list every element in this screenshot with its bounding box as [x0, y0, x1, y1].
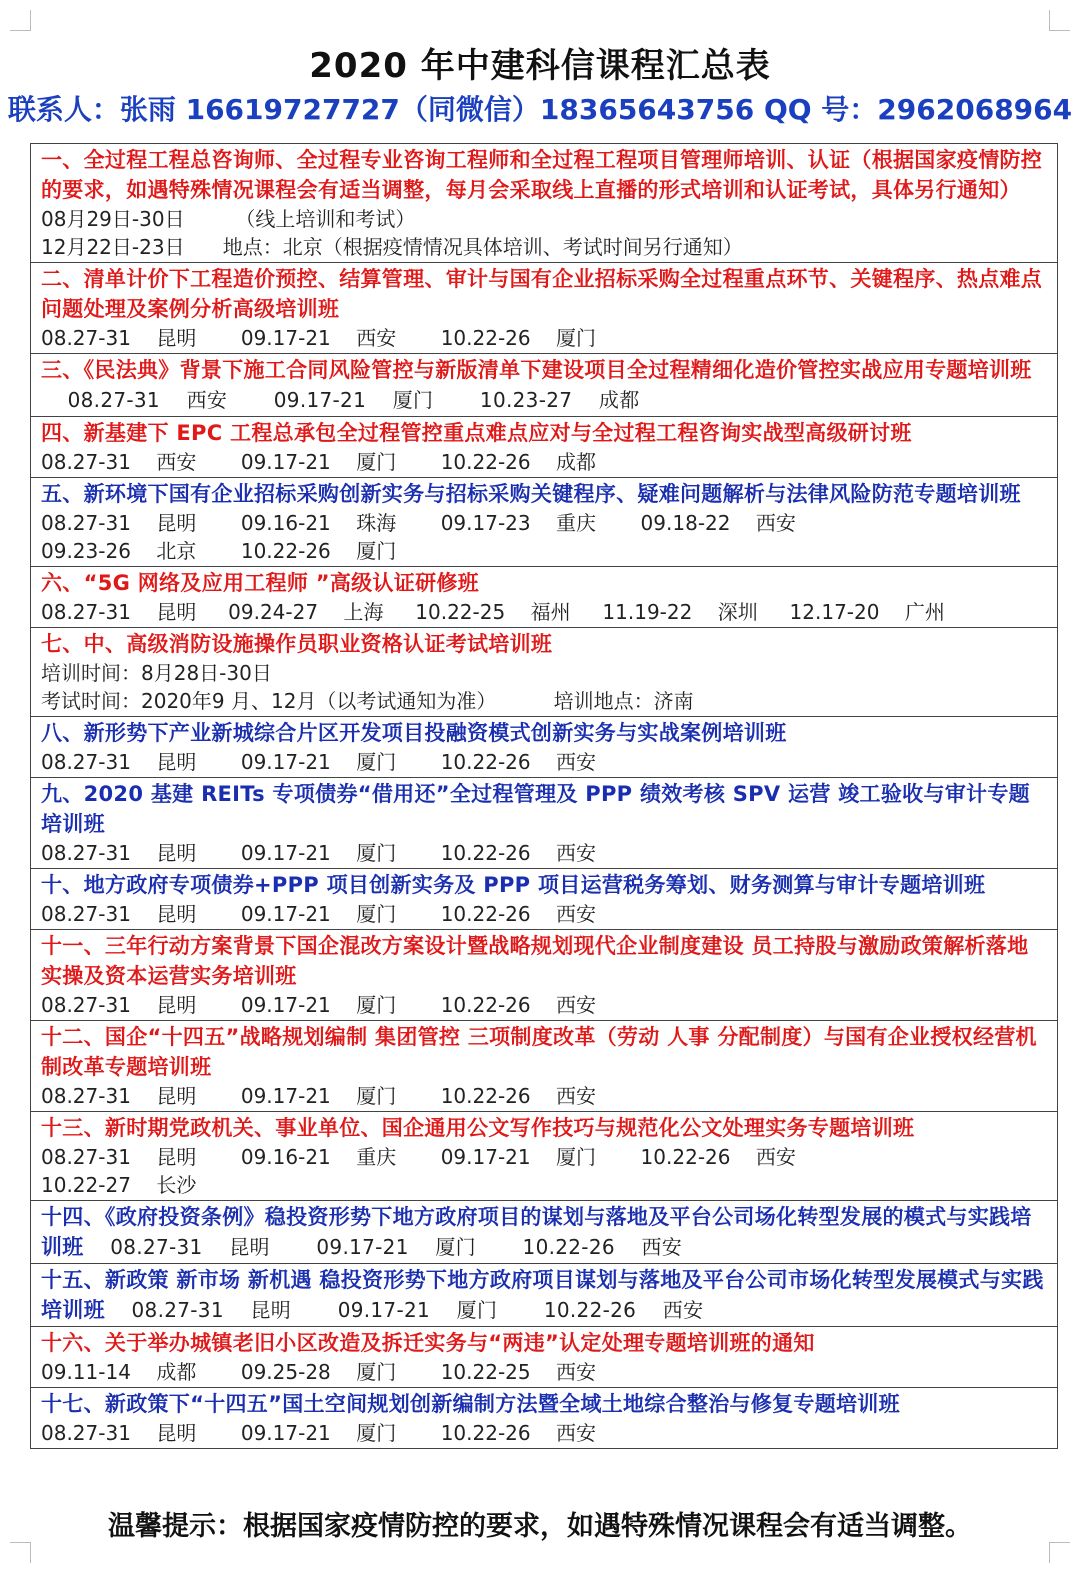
course-schedule-line: 08.27-31 昆明 09.24-27 上海 10.22-25 福州 11.19-22 深圳 12.17-20 广州: [41, 600, 945, 624]
course-section: [31, 778, 1057, 869]
course-section: [31, 478, 1057, 567]
course-title-text: 四、新基建下 EPC 工程总承包全过程管控重点难点应对与全过程工程咨询实战型高级研讨班: [41, 421, 912, 445]
course-title-text: 十、地方政府专项债券+PPP 项目创新实务及 PPP 项目运营税务筹划、财务测算与审计专题培训班: [41, 873, 986, 897]
course-title: [41, 870, 1047, 900]
course-schedule-line: 08.27-31 昆明 09.16-21 珠海 09.17-23 重庆 09.18-22 西安: [41, 511, 796, 535]
course-title: [41, 629, 1047, 659]
course-title: [41, 1328, 1047, 1358]
crop-mark-top-left: [10, 10, 31, 31]
course-section: [31, 1388, 1057, 1448]
course-title: [41, 1389, 1047, 1419]
course-title-text: 十三、新时期党政机关、事业单位、国企通用公文写作技巧与规范化公文处理实务专题培训班: [41, 1116, 915, 1140]
course-schedule-inline: 08.27-31 西安 09.17-21 厦门 10.23-27 成都: [41, 388, 640, 412]
course-section: [31, 1021, 1057, 1112]
course-schedule-line: 10.22-27 长沙: [41, 1173, 197, 1197]
course-schedule-line: 08.27-31 昆明 09.17-21 厦门 10.22-26 西安: [41, 750, 597, 774]
crop-mark-bottom-left: [10, 1542, 31, 1563]
page-title: 2020 年中建科信课程汇总表: [309, 46, 771, 86]
course-title: [41, 418, 1047, 448]
course-title: [41, 1113, 1047, 1143]
course-schedule-line: 08.27-31 昆明 09.17-21 厦门 10.22-26 西安: [41, 902, 597, 926]
course-title: [41, 1265, 1047, 1325]
course-section: [31, 417, 1057, 478]
course-title-text: 十五、新政策 新市场 新机遇 稳投资形势下地方政府项目谋划与落地及平台公司市场化转型发展模式与实践培训班: [41, 1268, 1044, 1322]
course-schedule-line: 08.27-31 昆明 09.17-21 厦门 10.22-26 西安: [41, 993, 597, 1017]
course-section: [31, 1327, 1057, 1388]
course-schedule-line: 08.27-31 昆明 09.17-21 厦门 10.22-26 西安: [41, 841, 597, 865]
course-title: [41, 264, 1047, 324]
course-table: [30, 143, 1058, 1449]
course-title: [41, 1202, 1047, 1262]
crop-mark-top-right: [1049, 10, 1070, 31]
course-title-text: 三、《民法典》背景下施工合同风险管控与新版清单下建设项目全过程精细化造价管控实战应用专题培训班: [41, 358, 1032, 382]
course-title-text: 十四、《政府投资条例》稳投资形势下地方政府项目的谋划与落地及平台公司场化转型发展的模式与实践培训班: [41, 1205, 1032, 1259]
course-section: [31, 354, 1057, 417]
course-section: [31, 869, 1057, 930]
course-section: [31, 628, 1057, 717]
course-section: [31, 1112, 1057, 1201]
course-schedule-line: 09.11-14 成都 09.25-28 厦门 10.22-25 西安: [41, 1360, 597, 1384]
course-schedule-inline: 08.27-31 昆明 09.17-21 厦门 10.22-26 西安: [104, 1298, 704, 1322]
course-schedule-line: 08.27-31 西安 09.17-21 厦门 10.22-26 成都: [41, 450, 597, 474]
course-schedule-line: 12月22日-23日 地点：北京（根据疫情情况具体培训、考试时间另行通知）: [41, 235, 743, 259]
course-schedule-line: 培训时间：8月28日-30日: [41, 661, 272, 685]
crop-mark-bottom-right: [1049, 1542, 1070, 1563]
course-schedule-line: 08.27-31 昆明 09.16-21 重庆 09.17-21 厦门 10.22-26 西安: [41, 1145, 796, 1169]
course-title: [41, 931, 1047, 991]
course-title: [41, 355, 1047, 415]
course-schedule-line: 考试时间：2020年9 月、12月（以考试通知为准） 培训地点：济南: [41, 689, 694, 713]
course-title-text: 十一、三年行动方案背景下国企混改方案设计暨战略规划现代企业制度建设 员工持股与激励政策解析落地实操及资本运营实务培训班: [41, 934, 1029, 988]
course-section: [31, 930, 1057, 1021]
contact-line: 联系人：张雨 16619727727（同微信）18365643756 QQ 号：2962068964: [7, 93, 1073, 126]
course-title: [41, 779, 1047, 839]
course-title-text: 八、新形势下产业新城综合片区开发项目投融资模式创新实务与实战案例培训班: [41, 721, 787, 745]
course-schedule-line: 08.27-31 昆明 09.17-21 厦门 10.22-26 西安: [41, 1084, 597, 1108]
course-section: [31, 263, 1057, 354]
course-schedule-line: 08月29日-30日 （线上培训和考试）: [41, 207, 416, 231]
course-schedule-line: 09.23-26 北京 10.22-26 厦门: [41, 539, 397, 563]
course-title-text: 二、清单计价下工程造价预控、结算管理、审计与国有企业招标采购全过程重点环节、关键程序、热点难点问题处理及案例分析高级培训班: [41, 267, 1043, 321]
course-title: [41, 718, 1047, 748]
course-section: [31, 717, 1057, 778]
course-schedule-line: 08.27-31 昆明 09.17-21 西安 10.22-26 厦门: [41, 326, 597, 350]
course-title: [41, 479, 1047, 509]
course-schedule-line: 08.27-31 昆明 09.17-21 厦门 10.22-26 西安: [41, 1421, 597, 1445]
course-title-text: 一、全过程工程总咨询师、全过程专业咨询工程师和全过程工程项目管理师培训、认证（根据国家疫情防控的要求，如遇特殊情况课程会有适当调整，每月会采取线上直播的形式培训和认证考试，具体另行通知）: [41, 148, 1043, 202]
course-title: [41, 145, 1047, 205]
course-title-text: 十二、国企“十四五”战略规划编制 集团管控 三项制度改革（劳动 人事 分配制度）与国有企业授权经营机制改革专题培训班: [41, 1025, 1037, 1079]
course-title-text: 六、“5G 网络及应用工程师 ”高级认证研修班: [41, 571, 479, 595]
course-title-text: 十七、新政策下“十四五”国土空间规划创新编制方法暨全域土地综合整治与修复专题培训班: [41, 1392, 900, 1416]
course-title-text: 十六、关于举办城镇老旧小区改造及拆迁实务与“两违”认定处理专题培训班的通知: [41, 1331, 815, 1355]
footer-note: 温馨提示：根据国家疫情防控的要求，如遇特殊情况课程会有适当调整。: [108, 1511, 972, 1542]
course-section: [31, 1201, 1057, 1264]
course-section: [31, 144, 1057, 263]
course-title: [41, 568, 1047, 598]
course-title-text: 七、中、高级消防设施操作员职业资格认证考试培训班: [41, 632, 553, 656]
course-title-text: 九、2020 基建 REITs 专项债券“借用还”全过程管理及 PPP 绩效考核 SPV 运营 竣工验收与审计专题培训班: [41, 782, 1030, 836]
course-title-text: 五、新环境下国有企业招标采购创新实务与招标采购关键程序、疑难问题解析与法律风险防范专题培训班: [41, 482, 1021, 506]
course-section: [31, 567, 1057, 628]
course-schedule-inline: 08.27-31 昆明 09.17-21 厦门 10.22-26 西安: [83, 1235, 683, 1259]
course-section: [31, 1264, 1057, 1327]
course-title: [41, 1022, 1047, 1082]
